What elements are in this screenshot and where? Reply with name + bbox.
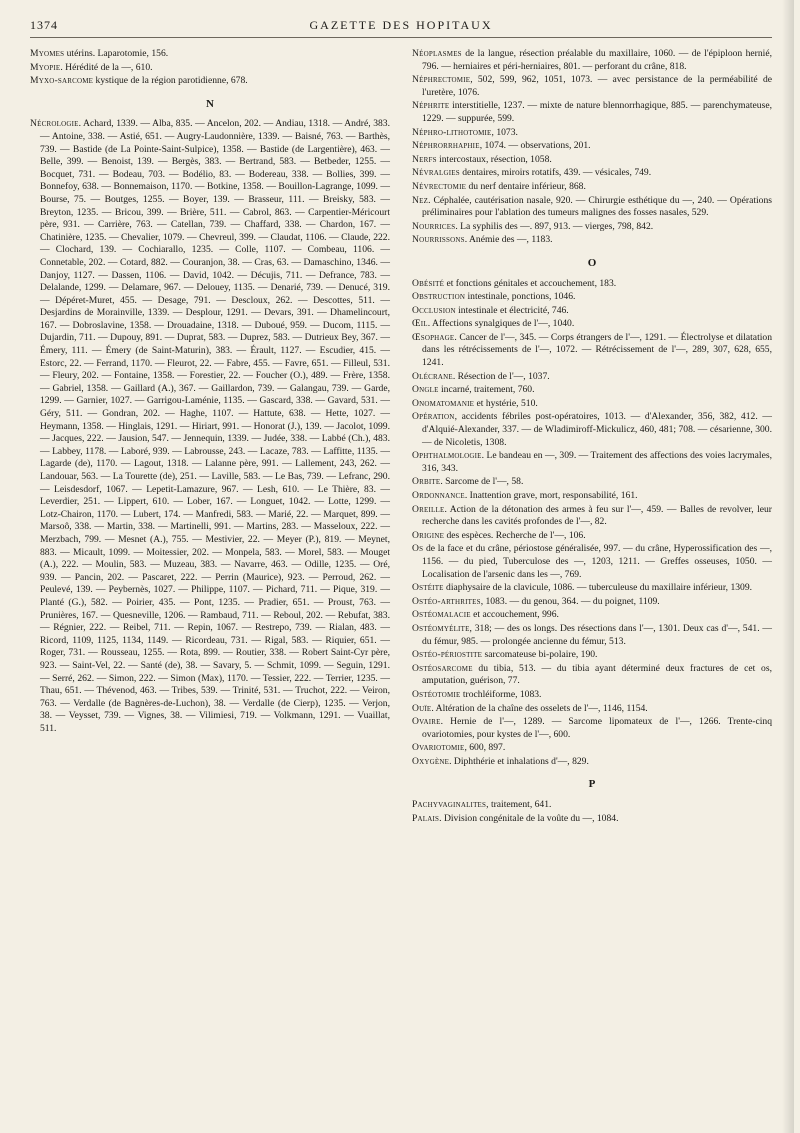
section-letter-o: O — [587, 256, 597, 269]
index-entry — [30, 48, 390, 61]
entry-keyword: Nourrissons — [412, 234, 465, 246]
index-entry — [412, 716, 772, 741]
entry-keyword: Névrectomie — [412, 180, 467, 192]
index-entry — [412, 48, 772, 73]
entry-text: dentaires, miroirs rotatifs, 439. — vésicales, 749. — [459, 167, 652, 179]
entry-text: de la langue, résection préalable du maxillaire, 1060. — de l'épiploon hernié, 796. — herniaires et péri-herniaires, 801. — perforant du crâne, 818. — [422, 48, 772, 72]
entry-text: intestinale, ponctions, 1046. — [465, 291, 576, 303]
index-entry — [412, 332, 772, 370]
entry-keyword: Néphrite — [412, 100, 450, 112]
necrologie-entry — [30, 118, 390, 735]
entry-keyword: Nécrologie — [30, 118, 79, 130]
left-column — [30, 48, 390, 826]
index-entry — [412, 742, 772, 755]
entry-text: , 1073. — [491, 126, 518, 138]
entry-keyword: Ovaire — [412, 716, 441, 728]
entry-keyword: Ophthalmologie — [412, 450, 482, 462]
page-number: 1374 — [30, 18, 58, 32]
entry-keyword: Ostéo-périostite — [412, 649, 483, 661]
section-letter-p: P — [588, 778, 596, 791]
entry-text: . Hernie de l'—, 1289. — Sarcome lipomateux de l'—, 1266. Trente-cinq ovariotomies, pour kystes de l'—, 600. — [422, 716, 772, 740]
entry-keyword: Ovariotomie — [412, 742, 465, 754]
index-entry — [412, 609, 772, 622]
section-n-entries — [412, 48, 772, 247]
entry-text: kystique de la région parotidienne, 678. — [93, 75, 248, 87]
entry-text: diaphysaire de la clavicule, 1086. — tuberculeuse du maxillaire inférieur, 1309. — [443, 582, 753, 594]
running-title: GAZETTE DES HOPITAUX — [309, 18, 493, 32]
index-entry — [412, 384, 772, 397]
entry-keyword: Ostéomalacie — [412, 609, 471, 621]
entry-text: interstitielle, 1237. — mixte de nature blennorrhagique, 885. — parenchymateuse, 1229. — suppurée, 599. — [422, 100, 772, 124]
index-entry — [412, 74, 772, 99]
index-entry — [412, 799, 772, 812]
index-entry — [412, 450, 772, 475]
entry-text: et hystérie, 510. — [474, 397, 538, 409]
index-entry — [412, 703, 772, 716]
index-entry — [412, 649, 772, 662]
page-header — [30, 18, 772, 38]
entry-text: sarcomateuse bi-polaire, 190. — [482, 649, 598, 661]
index-entry — [412, 195, 772, 220]
entry-text: . Céphalée, cautérisation nasale, 920. — Chirurgie esthétique du —, 240. — Opérations préliminaires pour l'ablation des tumeurs malignes des fosses nasales, 529. — [422, 194, 772, 219]
entry-text: . Cancer de l'—, 345. — Corps étrangers de l'—, 1291. — Électrolyse et dilatation dans les rétrécissements de l'—, 1072. — Rétrécissement de l'—, 289, 307, 628, 655, 1241. — [422, 331, 772, 369]
entry-text: . Le bandeau en —, 309. — Traitement des affections des voies lacrymales, 316, 343. — [422, 450, 772, 474]
entry-text: . La syphilis des —. 897, 913. — vierges, 798, 842. — [455, 220, 654, 232]
entry-text: . Affections synalgiques de l'—, 1040. — [427, 318, 575, 330]
index-entry — [412, 596, 772, 609]
index-entry — [412, 582, 772, 595]
index-entry — [412, 140, 772, 153]
entry-keyword: Os — [412, 543, 424, 555]
entry-keyword: Ostéotomie — [412, 688, 461, 700]
entry-text: , 502, 599, 962, 1051, 1073. — avec persistance de la perméabilité de l'uretère, 1076. — [422, 74, 772, 98]
entry-keyword: Nez — [412, 194, 429, 206]
entry-keyword: Néoplasmes — [412, 48, 462, 59]
entry-text: . Action de la détonation des armes à feu sur l'—, 459. — Balles de revolver, leur recherche dans les cavités profondes de l'—, 82. — [422, 503, 772, 528]
entry-keyword: Néphrorrhaphie — [412, 140, 480, 152]
index-entry — [412, 623, 772, 648]
entry-keyword: Ostéo-arthrites — [412, 595, 481, 607]
entry-text: . Résection de l'—, 1037. — [452, 370, 550, 382]
index-entry — [412, 813, 772, 826]
section-p-entries — [412, 799, 772, 825]
entry-keyword: Oxygène — [412, 755, 450, 767]
entry-keyword: Ongle — [412, 384, 439, 396]
entry-keyword: Ouïe — [412, 702, 432, 714]
entry-keyword: Onomatomanie — [412, 397, 475, 409]
index-entry — [412, 689, 772, 702]
index-entry — [412, 127, 772, 140]
entry-text: intestinale et électricité, 746. — [455, 304, 569, 316]
section-letter-n: N — [206, 97, 214, 110]
entry-keyword: Opération — [412, 411, 455, 423]
index-columns — [30, 48, 772, 826]
index-entry — [412, 181, 772, 194]
index-entry — [30, 62, 390, 75]
entry-keyword: Néphrectomie — [412, 74, 471, 86]
right-column — [412, 48, 772, 826]
entry-text: . Inattention grave, mort, responsabilité, 161. — [464, 490, 638, 501]
index-entry — [412, 543, 772, 581]
entry-keyword: Ostéite — [412, 582, 444, 594]
entry-text: , 600, 897. — [464, 742, 506, 754]
entry-text: du tibia, 513. — du tibia ayant déterminé deux fractures de cet os, amputation, guérison, 77. — [422, 662, 772, 687]
index-entry — [412, 291, 772, 304]
entry-text: . Hérédité de la —, 610. — [60, 61, 153, 73]
index-entry — [412, 318, 772, 331]
index-entry — [412, 221, 772, 234]
entry-keyword: Nerfs — [412, 153, 437, 165]
entry-keyword: Oreille — [412, 503, 445, 515]
entry-keyword: Pachyvaginalites — [412, 799, 487, 811]
entry-text: . Altération de la chaîne des osselets de l'—, 1146, 1154. — [431, 702, 648, 714]
index-entry — [412, 100, 772, 125]
entry-text: , 1083. — du genou, 364. — du poignet, 1109. — [480, 595, 660, 607]
entry-keyword: Myxo-sarcome — [30, 75, 94, 87]
entry-text: trochléiforme, 1083. — [460, 688, 542, 700]
entry-keyword: Olécrane — [412, 370, 453, 382]
index-entry — [412, 530, 772, 543]
entry-keyword: Myomes — [30, 48, 65, 59]
entry-text: . Division congénitale de la voûte du —, 1084. — [439, 812, 619, 824]
entry-keyword: Néphro-lithotomie — [412, 126, 492, 138]
entry-text: . Sarcome de l'—, 58. — [440, 476, 524, 488]
entry-keyword: Obésité — [412, 277, 445, 289]
index-entry — [412, 490, 772, 503]
entry-text: et fonctions génitales et accouchement, 183. — [444, 277, 617, 289]
entry-keyword: Palais — [412, 812, 440, 824]
entry-text: incarné, traitement, 760. — [438, 384, 535, 396]
entry-keyword: Myopie — [30, 61, 61, 73]
entry-text: du nerf dentaire inférieur, 868. — [466, 180, 586, 192]
entry-text: utérins. Laparotomie, 156. — [64, 48, 169, 59]
entry-text: . Achard, 1339. — Alba, 835. — Ancelon, 202. — Andiau, 1318. — André, 383. — Antoine, 338. — Astié, 651. — Augry-Laudonnière, 1339. — Baisné, 763. — Barthès, 739. — Bastide (de La Pointe-Saint-Sulpice), 1358. — Bastide (de Largentière), 463. — Belle, 399. — Benoist, 139. — Bergès, 383. — Bertrand, 583. — Betbeder, 1255. — Bocquet, 731. — Bodeau, 703. — Bodélio, 83. — Bodereau, 338. — Bollies, 399. — Bonnefoy, 638. — Bonnemaison, 1170. — Botkine, 1358. — Bouillon-Lagrange, 1099. — Bourse, 75. — Boutges, 1255. — Boyer, 139. — Brasseur, 111. — Breisky, 583. — Breyton, 1235. — Bricou, 399. — Brière, 511. — Cabrol, 863. — Carpentier-Méricourt père, 931. — Carrière, 763. — Catellan, 739. — Chaffard, 338. — Chardon, 167. — Chatinière, 1235. — Chevalier, 1079. — Chevreul, 399. — Claudat, 1106. — Claude, 222. — Clochard, 139. — Cochiarallo, 1235. — Colle, 1107. — Combeau, 1106. — Connetable, 202. — Cotard, 882. — Couranjon, 38. — Cras, 63. — Damaschino, 1346. — Danjoy, 1127. — Dassen, 1106. — David, 1042. — Décujis, 711. — Defrance, 783. — Delalande, 1299. — Delamare, 967. — Delouey, 1135. — Denarié, 739. — Denucé, 319. — Dépéret-Muret, 455. — Desage, 791. — Descloux, 262. — Descottes, 511. — Desjardins de Morainville, 1339. — Desplour, 1291. — Devars, 391. — Dhamelincourt, 167. — Dobroslavine, 1358. — Drouadaine, 1318. — Duboué, 959. — Ducom, 1115. — Dujardin, 711. — Dupouy, 891. — Duprat, 583. — Duprez, 583. — Dutrieux Bey, 367. — Émery, 111. — Émery (de Saint-Maturin), 383. — Érault, 1127. — Escudier, 415. — Estorc, 22. — Ferrand, 1170. — Fleurot, 22. — Fabre, 455. — Favre, 651. — Filleul, 531. — Fleury, 202. — Fontaine, 1358. — Forestier, 22. — Foucher (O.), 489. — Frère, 1358. — Gabriel, 1358. — Gaillard (A.), 367. — Gaillardon, 739. — Galangau, 739. — Garde, 1299. — Garnier, 1027. — Garrigou-Laménie, 1135. — Gascard, 338. — Gavard, 531. — Géry, 511. — Gondran, 202. — Haghe, 1107. — Hattute, 638. — Hette, 1027. — Heymann, 1358. — Hinglais, 1291. — Hiriart, 991. — Honorat (J.), 139. — Jacolot, 1099. — Jacques, 222. — Jausion, 547. — Jennequin, 1339. — Judée, 338. — Labbé (Ch.), 483. — Labbey, 1178. — Laboré, 939. — Labrousse, 243. — Lacaze, 783. — Laffitte, 1135. — Lagarde (de), 1170. — Lagout, 1318. — Lalanne père, 991. — Lallement, 243, 262. — Landouar, 563. — La Tourette (de), 251. — Laville, 583. — Le Bas, 739. — Lefranc, 290. — Leisdesdorf, 1067. — Lepetit-Lamazure, 967. — Lesh, 610. — Le Thière, 83. — Leverdier, 251. — Lippert, 610. — Lober, 167. — Longuet, 1042. — Lotte, 1299. — Lotz-Chairon, 1170. — Lubert, 174. — Manfredi, 583. — Marié, 22. — Marquet, 899. — Marsoô, 338. — Martin, 338. — Martinelli, 991. — Martins, 283. — Masseloux, 222. — Merzbach, 799. — Mesnet (A.), 755. — Mestivier, 22. — Meyer (P.), 819. — Meynet, 883. — Micault, 1099. — Moitessier, 202. — Monpela, 583. — Morel, 583. — Mouget (A.), 222. — Moulin, 583. — Muzeau, 383. — Navarre, 463. — Odille, 1235. — Oré, 939. — Pancin, 202. — Pascaret, 222. — Perrin (Maurice), 923. — Perroud, 262. — Peulevé, 139. — Peybernès, 1027. — Philippe, 1107. — Pichard, 711. — Pique, 319. — Planté (G.), 582. — Poirier, 435. — Pont, 1235. — Pradier, 651. — Proust, 763. — Prunières, 167. — Quesneville, 1206. — Rambaud, 711. — Reboul, 202. — Rebufat, 383. — Régnier, 222. — Reibel, 711. — Repin, 1067. — Restrepo, 739. — Rialan, 483. — Ricord, 1109, 1125, 1134, 1149. — Ricordeau, 731. — Rigal, 583. — Riquier, 651. — Roger, 731. — Rousseau, 1255. — Rota, 899. — Routier, 338. — Robert Saint-Cyr père, 923. — Saint-Vel, 22. — Santé (de), 38. — Savary, 5. — Schmit, 1099. — Seguin, 1291. — Serré, 262. — Simon, 222. — Simon (Max), 1170. — Tessier, 222. — Terrier, 1235. — Thau, 651. — Thévenod, 463. — Tribes, 539. — Trinité, 531. — Truchot, 222. — Veiron, 763. — Verdalle (de Bagnères-de-Luchon), 38. — Verdalle (de Cierp), 1235. — Verjon, 38. — Veysset, 739. — Vignes, 38. — Vilimiesi, 719. — Volkmann, 1291. — Vuaillat, 511. — [40, 118, 390, 734]
entry-text: , 1074. — observations, 201. — [479, 140, 591, 152]
index-entry — [30, 75, 390, 88]
entry-text: , accidents fébriles post-opératoires, 1013. — d'Alexander, 356, 382, 412. — d'Alquié-Alexander, 337. — de Wladimiroff-Mickulicz, 460, 481; 708. — césarienne, 300. — de Nicoletis, 1308. — [422, 411, 772, 448]
index-entry — [412, 504, 772, 529]
section-m-end — [30, 48, 390, 88]
entry-keyword: Origine — [412, 529, 445, 541]
index-entry — [412, 167, 772, 180]
entry-text: des espèces. Recherche de l'—, 106. — [444, 529, 586, 541]
entry-keyword: Œsophage — [412, 331, 455, 343]
entry-text: . Diphthérie et inhalations d'—, 829. — [449, 755, 589, 767]
scan-edge-shadow — [782, 0, 794, 1133]
index-entry — [412, 154, 772, 167]
entry-keyword: Névralgies — [412, 167, 460, 179]
entry-keyword: Œil — [412, 318, 428, 330]
index-entry — [412, 371, 772, 384]
entry-keyword: Obstruction — [412, 291, 466, 303]
entry-text: et accouchement, 996. — [470, 609, 559, 621]
entry-keyword: Ostéosarcome — [412, 662, 473, 674]
entry-keyword: Nourrices — [412, 220, 456, 232]
index-entry — [412, 663, 772, 688]
index-entry — [412, 411, 772, 449]
index-entry — [412, 305, 772, 318]
index-entry — [412, 278, 772, 291]
entry-text: , 318; — des os longs. Des résections dans l'—, 1301. Deux cas d'—, 541. — du fémur, 985. — prolongée ancienne du fémur, 513. — [422, 622, 772, 647]
entry-keyword: Ordonnance — [412, 490, 465, 501]
index-entry — [412, 756, 772, 769]
entry-keyword: Occlusion — [412, 304, 456, 316]
entry-text: intercostaux, résection, 1058. — [436, 153, 552, 165]
index-entry — [412, 476, 772, 489]
entry-keyword: Orbite — [412, 476, 441, 488]
entry-text: de la face et du crâne, périostose généralisée, 997. — du crâne, Hyperossification des —, 1156. — du pied, Tuberculose des —, 1203, 1211. — Greffes osseuses, 1050. — Localisation de l'arsenic dans les —, 769. — [422, 543, 772, 580]
entry-text: . Anémie des —, 1183. — [464, 234, 553, 246]
entry-keyword: Ostéomyélite — [412, 622, 470, 634]
entry-text: , traitement, 641. — [486, 799, 552, 811]
index-entry — [412, 234, 772, 247]
section-o-entries — [412, 278, 772, 769]
index-entry — [412, 398, 772, 411]
